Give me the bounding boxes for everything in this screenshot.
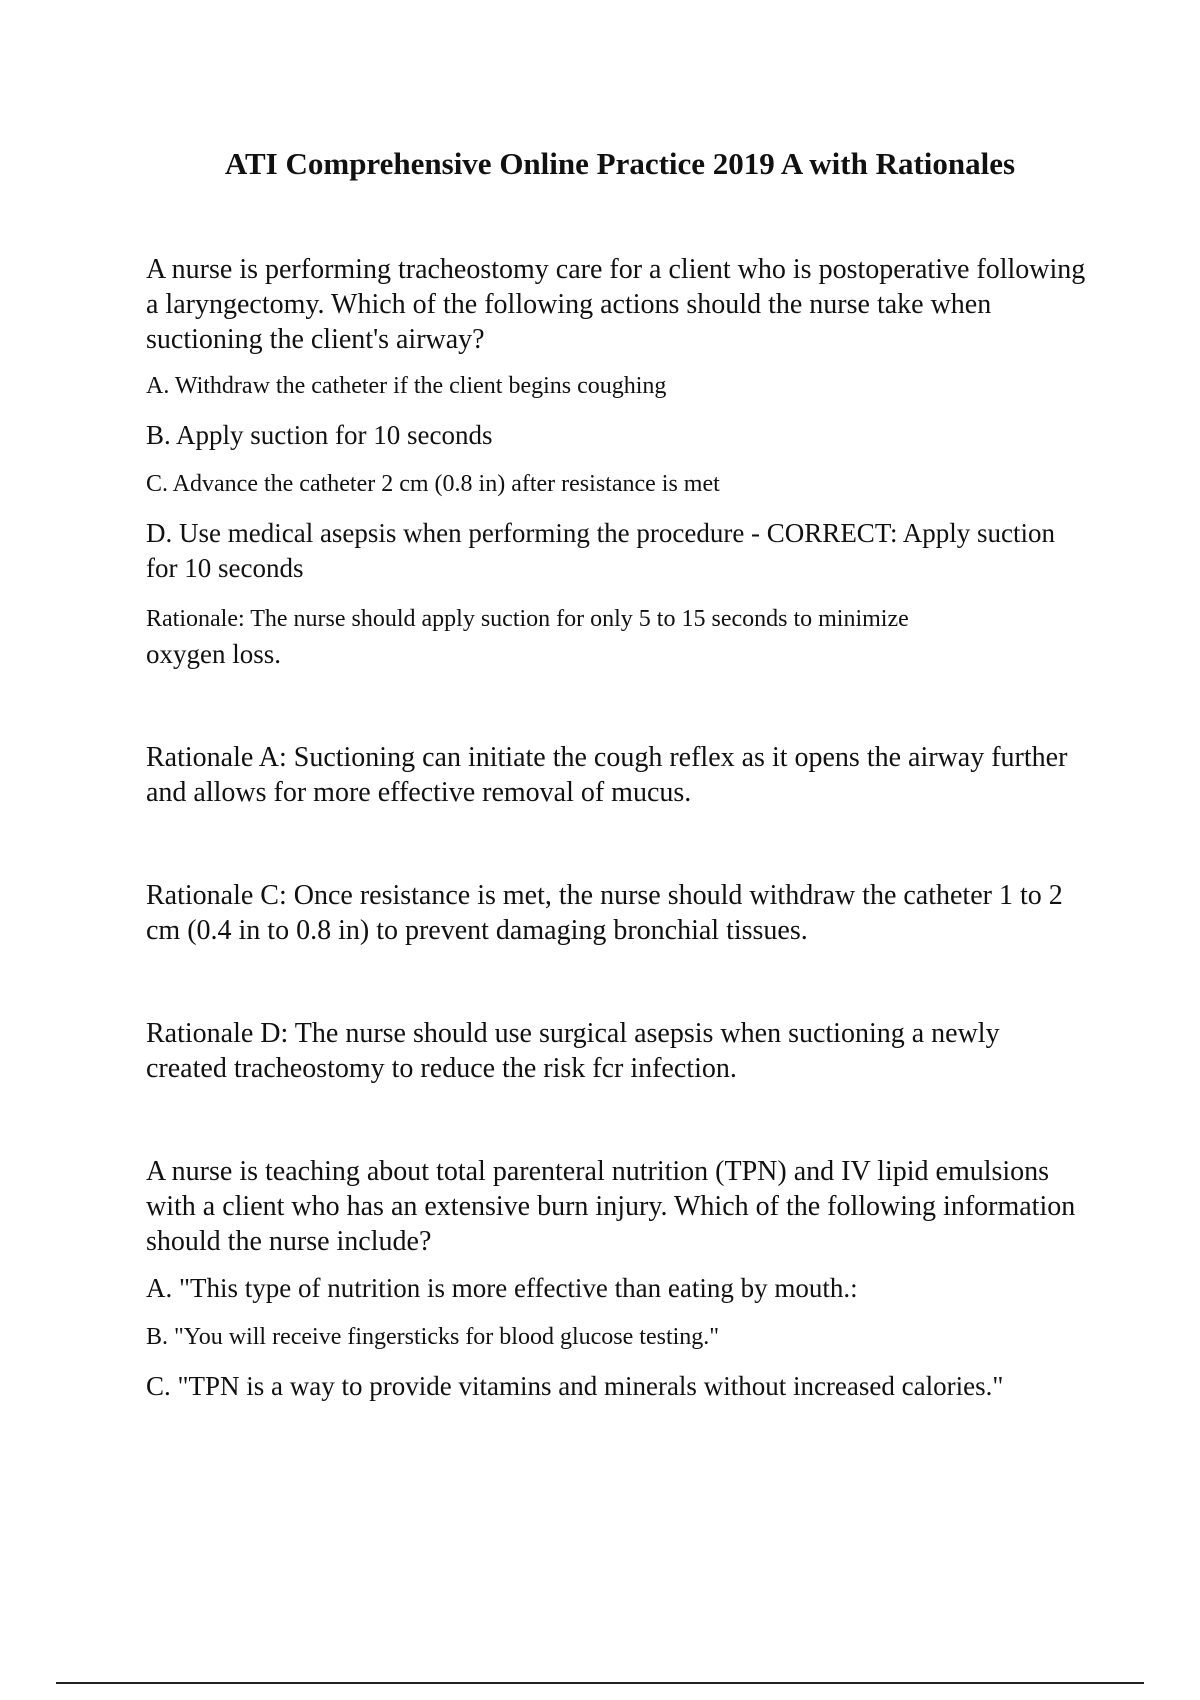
answer-option-a: A. Withdraw the catheter if the client begins coughing <box>146 373 667 399</box>
answer-option-a: A. "This type of nutrition is more effective than eating by mouth.: <box>146 1273 858 1303</box>
rationale-c: Rationale C: Once resistance is met, the nurse should withdraw the catheter 1 to 2 cm (0.4 in to 0.8 in) to prevent damaging bronchial tissues. <box>146 880 1063 946</box>
question-block-2 <box>146 1154 1086 1404</box>
main-rationale-tail: oxygen loss. <box>146 639 281 669</box>
rationale-d: Rationale D: The nurse should use surgical asepsis when suctioning a newly created tracheostomy to reduce the risk fcr infection. <box>146 1018 1000 1084</box>
document-body <box>146 252 1086 1418</box>
main-rationale <box>146 600 1086 672</box>
answer-option-c: C. "TPN is a way to provide vitamins and minerals without increased calories." <box>146 1371 1004 1401</box>
document-title: ATI Comprehensive Online Practice 2019 A with Rationales <box>224 146 1016 181</box>
answer-option-d: D. Use medical asepsis when performing the procedure - CORRECT: Apply suction for 10 seconds <box>146 518 1055 583</box>
question-block-1 <box>146 252 1086 1086</box>
answer-option-b: B. Apply suction for 10 seconds <box>146 420 493 450</box>
footer-divider <box>56 1682 1144 1684</box>
rationale-a: Rationale A: Suctioning can initiate the cough reflex as it opens the airway further and allows for more effective removal of mucus. <box>146 742 1068 808</box>
answer-option-c: C. Advance the catheter 2 cm (0.8 in) after resistance is met <box>146 471 720 497</box>
main-rationale-lead: Rationale: The nurse should apply suction for only 5 to 15 seconds to minimize <box>146 606 909 632</box>
question-stem: A nurse is performing tracheostomy care for a client who is postoperative following a laryngectomy. Which of the following actions should the nurse take when suctioning the client's airway? <box>146 254 1086 355</box>
answer-option-b: B. "You will receive fingersticks for blood glucose testing." <box>146 1324 720 1350</box>
question-stem: A nurse is teaching about total parenteral nutrition (TPN) and IV lipid emulsions with a client who has an extensive burn injury. Which of the following information should the nurse include? <box>146 1156 1076 1257</box>
